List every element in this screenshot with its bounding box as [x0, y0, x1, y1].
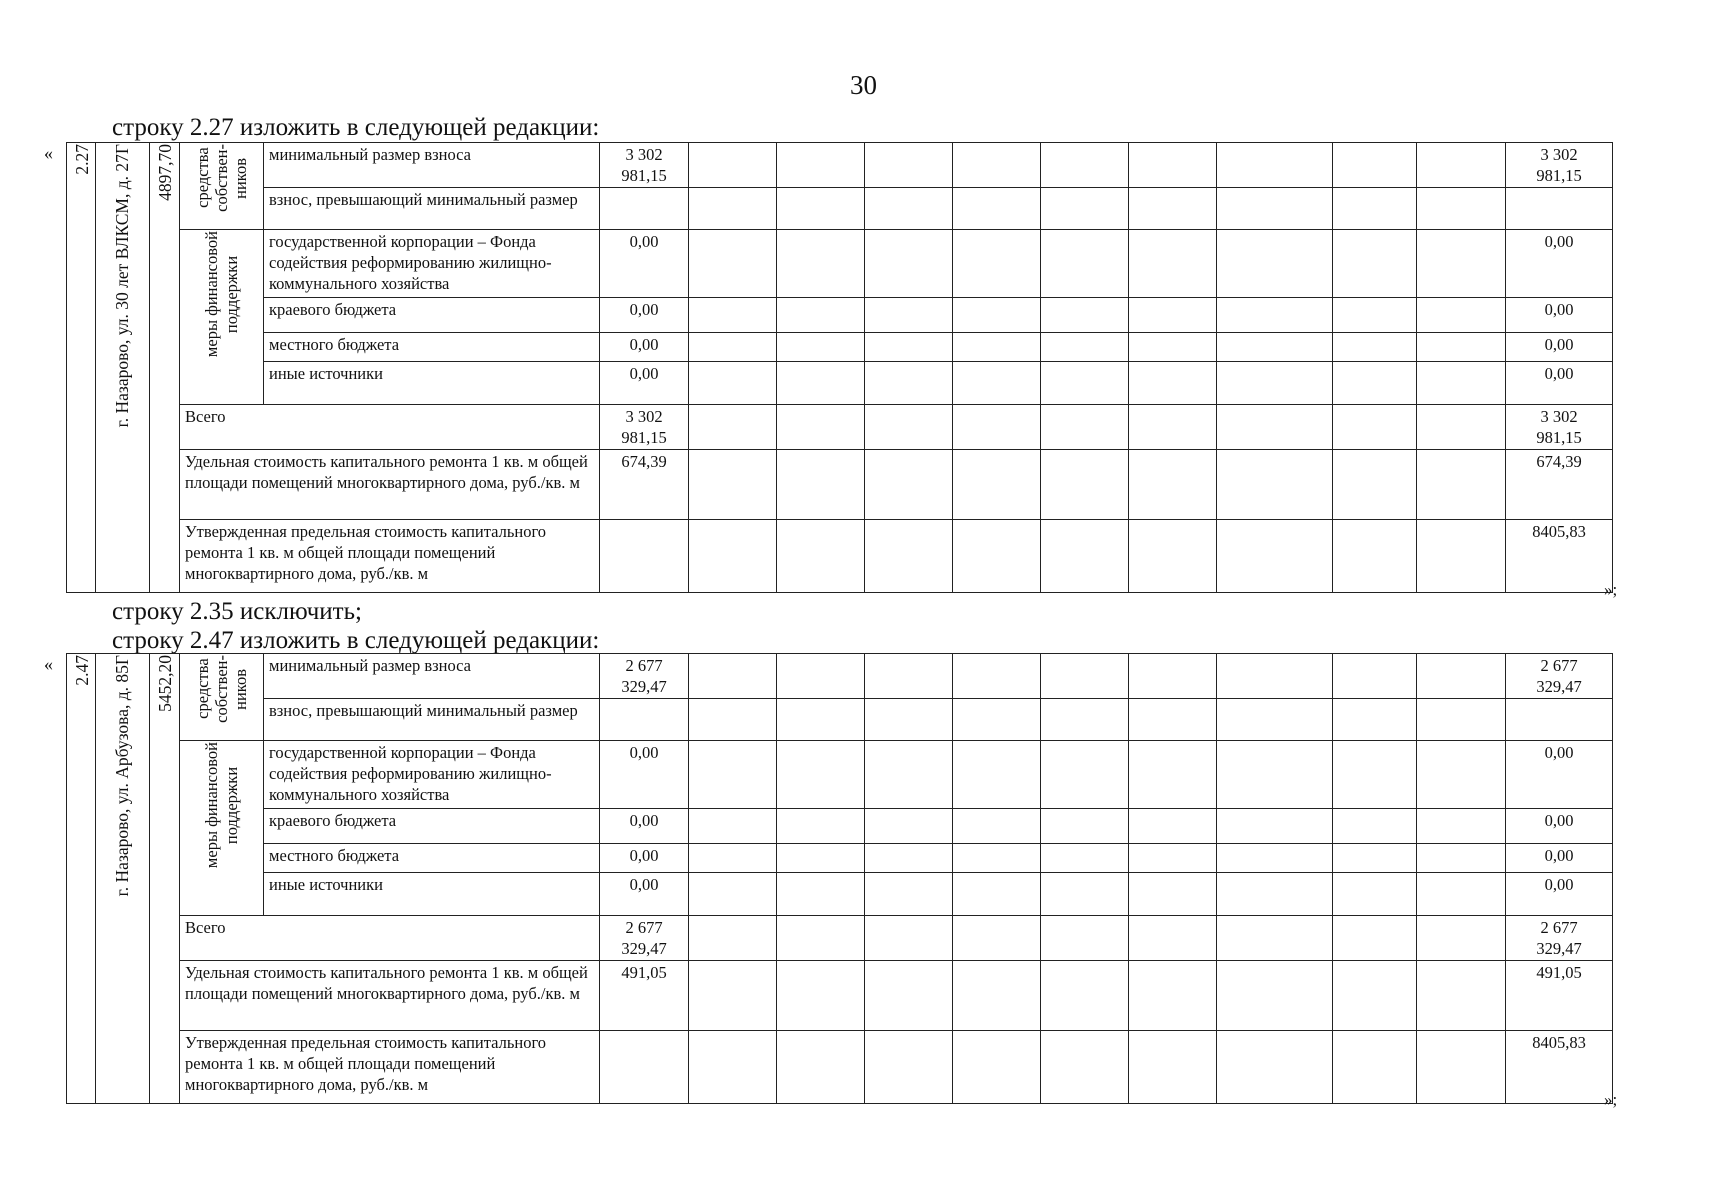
table-row — [67, 1031, 1613, 1104]
value-cell — [1217, 873, 1333, 916]
value-cell — [689, 333, 777, 362]
group-support-cell — [180, 230, 264, 405]
row-label: Всего — [180, 405, 600, 450]
value-cell — [953, 961, 1041, 1031]
value-cell — [865, 362, 953, 405]
value-cell — [1129, 873, 1217, 916]
row-label: Всего — [180, 916, 600, 961]
value-cell: 3 302 981,15 — [600, 143, 689, 188]
value-cell — [865, 844, 953, 873]
value-cell — [1417, 362, 1506, 405]
value-cell — [689, 298, 777, 333]
value-cell: 8405,83 — [1506, 520, 1613, 593]
closing-quote: »; — [1604, 580, 1618, 599]
row-label: Удельная стоимость капитального ремонта 1 кв. м общей площади помещений многоквартирного дома, руб./кв. м — [180, 450, 600, 520]
value-cell — [1333, 230, 1417, 298]
value-cell — [1417, 230, 1506, 298]
value-cell — [1417, 741, 1506, 809]
row-label: Удельная стоимость капитального ремонта 1 кв. м общей площади помещений многоквартирного дома, руб./кв. м — [180, 961, 600, 1031]
value-cell — [1217, 1031, 1333, 1104]
value-cell — [777, 741, 865, 809]
value-cell — [1129, 520, 1217, 593]
table-row — [67, 699, 1613, 741]
value-cell — [1333, 961, 1417, 1031]
value-cell — [1129, 405, 1217, 450]
value-cell — [777, 699, 865, 741]
value-cell: 0,00 — [1506, 844, 1613, 873]
row-label: местного бюджета — [264, 333, 600, 362]
value-cell — [1041, 362, 1129, 405]
value-cell — [1506, 699, 1613, 741]
value-cell — [865, 809, 953, 844]
value-cell — [865, 188, 953, 230]
value-cell — [1129, 654, 1217, 699]
value-cell — [1129, 699, 1217, 741]
value-cell — [689, 1031, 777, 1104]
value-cell — [1417, 809, 1506, 844]
value-cell — [1506, 188, 1613, 230]
value-cell — [689, 143, 777, 188]
value-cell — [1417, 333, 1506, 362]
instruction-row-2-35: строку 2.35 исключить; — [112, 598, 362, 625]
row-label: иные источники — [264, 873, 600, 916]
area-cell — [150, 143, 180, 593]
group-support-label: меры финансовой поддержки — [201, 231, 241, 358]
value-cell — [1041, 333, 1129, 362]
table-row — [67, 143, 1613, 188]
group-owners-label: средства собствен- ников — [193, 655, 250, 723]
value-cell — [953, 188, 1041, 230]
value-cell — [953, 916, 1041, 961]
value-cell — [777, 362, 865, 405]
value-cell — [1217, 143, 1333, 188]
row-label: государственной корпорации – Фонда содействия реформированию жилищно-коммунального хозяйства — [264, 741, 600, 809]
table-row — [67, 961, 1613, 1031]
value-cell — [1417, 298, 1506, 333]
table-row — [67, 362, 1613, 405]
value-cell — [777, 405, 865, 450]
value-cell — [1417, 450, 1506, 520]
group-owners-cell — [180, 143, 264, 230]
budget-table-row-2-47 — [66, 653, 1613, 1104]
value-cell: 0,00 — [1506, 362, 1613, 405]
value-cell — [865, 450, 953, 520]
row-label: взнос, превышающий минимальный размер — [264, 188, 600, 230]
value-cell — [953, 298, 1041, 333]
value-cell — [1041, 844, 1129, 873]
value-cell — [865, 333, 953, 362]
value-cell: 2 677 329,47 — [600, 916, 689, 961]
address-cell — [96, 654, 150, 1104]
value-cell: 3 302 981,15 — [1506, 143, 1613, 188]
value-cell — [777, 873, 865, 916]
value-cell — [1417, 654, 1506, 699]
value-cell — [865, 916, 953, 961]
group-owners-cell — [180, 654, 264, 741]
value-cell: 0,00 — [1506, 298, 1613, 333]
table-row — [67, 844, 1613, 873]
value-cell — [1417, 1031, 1506, 1104]
value-cell — [1041, 699, 1129, 741]
row-label: Утвержденная предельная стоимость капитального ремонта 1 кв. м общей площади помещений многоквартирного дома, руб./кв. м — [180, 1031, 600, 1104]
value-cell — [1041, 654, 1129, 699]
value-cell: 0,00 — [1506, 873, 1613, 916]
value-cell — [1333, 809, 1417, 844]
value-cell: 0,00 — [600, 844, 689, 873]
table-row — [67, 916, 1613, 961]
value-cell — [1217, 654, 1333, 699]
value-cell — [1041, 298, 1129, 333]
row-label: краевого бюджета — [264, 298, 600, 333]
value-cell — [1217, 809, 1333, 844]
value-cell — [865, 873, 953, 916]
value-cell — [1129, 844, 1217, 873]
row-label: иные источники — [264, 362, 600, 405]
value-cell — [865, 298, 953, 333]
value-cell — [689, 362, 777, 405]
value-cell — [1417, 405, 1506, 450]
value-cell — [689, 844, 777, 873]
row-label: государственной корпорации – Фонда содействия реформированию жилищно-коммунального хозяйства — [264, 230, 600, 298]
value-cell — [600, 1031, 689, 1104]
instruction-row-2-47: строку 2.47 изложить в следующей редакции: — [112, 627, 600, 654]
value-cell — [777, 1031, 865, 1104]
value-cell — [777, 143, 865, 188]
value-cell — [953, 741, 1041, 809]
row-label: минимальный размер взноса — [264, 143, 600, 188]
value-cell: 0,00 — [1506, 809, 1613, 844]
value-cell — [689, 188, 777, 230]
value-cell — [865, 741, 953, 809]
value-cell — [1041, 188, 1129, 230]
value-cell: 0,00 — [600, 873, 689, 916]
value-cell — [777, 333, 865, 362]
value-cell — [1217, 405, 1333, 450]
value-cell — [777, 450, 865, 520]
value-cell — [1129, 143, 1217, 188]
value-cell: 2 677 329,47 — [1506, 916, 1613, 961]
opening-quote: « — [44, 143, 53, 163]
value-cell — [1217, 844, 1333, 873]
value-cell — [1333, 741, 1417, 809]
value-cell: 2 677 329,47 — [600, 654, 689, 699]
value-cell — [689, 230, 777, 298]
row-label: краевого бюджета — [264, 809, 600, 844]
value-cell — [1129, 809, 1217, 844]
value-cell — [689, 741, 777, 809]
row-number: 2.47 — [72, 655, 92, 686]
value-cell — [953, 520, 1041, 593]
value-cell — [1129, 188, 1217, 230]
value-cell — [777, 230, 865, 298]
value-cell — [1417, 873, 1506, 916]
value-cell — [865, 143, 953, 188]
value-cell — [1417, 188, 1506, 230]
value-cell — [1041, 230, 1129, 298]
value-cell: 674,39 — [600, 450, 689, 520]
value-cell — [1333, 873, 1417, 916]
value-cell — [1217, 298, 1333, 333]
value-cell — [1217, 333, 1333, 362]
value-cell — [1041, 450, 1129, 520]
value-cell — [953, 230, 1041, 298]
value-cell — [1333, 298, 1417, 333]
value-cell: 0,00 — [600, 333, 689, 362]
value-cell: 674,39 — [1506, 450, 1613, 520]
value-cell — [865, 405, 953, 450]
value-cell — [1041, 961, 1129, 1031]
value-cell — [777, 809, 865, 844]
value-cell — [1417, 699, 1506, 741]
value-cell: 0,00 — [1506, 333, 1613, 362]
table-row — [67, 741, 1613, 809]
value-cell — [1333, 405, 1417, 450]
value-cell — [953, 809, 1041, 844]
value-cell — [953, 333, 1041, 362]
table-row — [67, 333, 1613, 362]
row-number-cell — [67, 654, 96, 1104]
row-label: взнос, превышающий минимальный размер — [264, 699, 600, 741]
instruction-row-2-27: строку 2.27 изложить в следующей редакции: — [112, 114, 600, 141]
value-cell — [777, 520, 865, 593]
value-cell — [1333, 916, 1417, 961]
value-cell — [953, 143, 1041, 188]
opening-quote: « — [44, 654, 53, 674]
value-cell: 491,05 — [1506, 961, 1613, 1031]
value-cell — [1333, 450, 1417, 520]
value-cell — [1041, 143, 1129, 188]
value-cell — [1217, 450, 1333, 520]
value-cell — [1217, 916, 1333, 961]
row-number: 2.27 — [72, 144, 92, 175]
row-label: минимальный размер взноса — [264, 654, 600, 699]
value-cell — [1129, 961, 1217, 1031]
area-cell — [150, 654, 180, 1104]
value-cell — [689, 405, 777, 450]
value-cell — [1417, 961, 1506, 1031]
table-row — [67, 298, 1613, 333]
value-cell — [865, 654, 953, 699]
value-cell — [777, 916, 865, 961]
value-cell — [1417, 844, 1506, 873]
area: 5452,20 — [155, 655, 175, 712]
value-cell — [689, 520, 777, 593]
group-owners-label: средства собствен- ников — [193, 144, 250, 212]
value-cell — [1333, 520, 1417, 593]
value-cell — [953, 873, 1041, 916]
value-cell — [689, 450, 777, 520]
value-cell: 0,00 — [1506, 230, 1613, 298]
area: 4897,70 — [155, 144, 175, 201]
group-support-cell — [180, 741, 264, 916]
table-row — [67, 405, 1613, 450]
value-cell — [953, 699, 1041, 741]
value-cell — [1333, 844, 1417, 873]
value-cell — [1217, 188, 1333, 230]
value-cell — [953, 654, 1041, 699]
value-cell — [1129, 362, 1217, 405]
value-cell — [689, 654, 777, 699]
value-cell: 0,00 — [600, 741, 689, 809]
value-cell — [1333, 188, 1417, 230]
value-cell: 0,00 — [600, 230, 689, 298]
address: г. Назарово, ул. Арбузова, д. 85Г — [112, 655, 132, 897]
value-cell — [777, 961, 865, 1031]
table-row — [67, 188, 1613, 230]
value-cell — [865, 699, 953, 741]
value-cell — [1417, 520, 1506, 593]
value-cell: 0,00 — [1506, 741, 1613, 809]
value-cell: 491,05 — [600, 961, 689, 1031]
value-cell — [777, 298, 865, 333]
value-cell — [689, 809, 777, 844]
value-cell — [953, 450, 1041, 520]
value-cell — [865, 961, 953, 1031]
value-cell — [1217, 230, 1333, 298]
value-cell: 3 302 981,15 — [1506, 405, 1613, 450]
value-cell — [1041, 741, 1129, 809]
value-cell — [600, 188, 689, 230]
value-cell — [1129, 741, 1217, 809]
value-cell: 0,00 — [600, 809, 689, 844]
value-cell — [1333, 699, 1417, 741]
table-row — [67, 230, 1613, 298]
value-cell — [1333, 333, 1417, 362]
value-cell — [1041, 873, 1129, 916]
table-row — [67, 809, 1613, 844]
value-cell — [689, 699, 777, 741]
address-cell — [96, 143, 150, 593]
value-cell — [1129, 298, 1217, 333]
address: г. Назарово, ул. 30 лет ВЛКСМ, д. 27Г — [112, 144, 132, 428]
value-cell — [777, 654, 865, 699]
row-label: местного бюджета — [264, 844, 600, 873]
value-cell — [1217, 741, 1333, 809]
value-cell — [1041, 405, 1129, 450]
table-row — [67, 873, 1613, 916]
value-cell — [689, 916, 777, 961]
value-cell — [1041, 809, 1129, 844]
row-number-cell — [67, 143, 96, 593]
value-cell — [1041, 916, 1129, 961]
value-cell — [865, 230, 953, 298]
value-cell — [777, 844, 865, 873]
value-cell — [777, 188, 865, 230]
value-cell — [1041, 520, 1129, 593]
value-cell — [1041, 1031, 1129, 1104]
value-cell: 8405,83 — [1506, 1031, 1613, 1104]
value-cell: 3 302 981,15 — [600, 405, 689, 450]
value-cell: 0,00 — [600, 298, 689, 333]
value-cell — [1217, 362, 1333, 405]
group-support-label: меры финансовой поддержки — [201, 742, 241, 869]
value-cell — [1333, 1031, 1417, 1104]
table-row — [67, 654, 1613, 699]
budget-table-row-2-27 — [66, 142, 1613, 593]
value-cell — [1129, 1031, 1217, 1104]
value-cell — [953, 1031, 1041, 1104]
row-label: Утвержденная предельная стоимость капитального ремонта 1 кв. м общей площади помещений многоквартирного дома, руб./кв. м — [180, 520, 600, 593]
value-cell: 2 677 329,47 — [1506, 654, 1613, 699]
value-cell — [1129, 916, 1217, 961]
value-cell — [1333, 143, 1417, 188]
value-cell — [1417, 916, 1506, 961]
value-cell — [600, 520, 689, 593]
value-cell — [1217, 699, 1333, 741]
value-cell — [1217, 520, 1333, 593]
value-cell — [953, 362, 1041, 405]
table-row — [67, 450, 1613, 520]
value-cell — [1129, 450, 1217, 520]
value-cell: 0,00 — [600, 362, 689, 405]
value-cell — [953, 844, 1041, 873]
closing-quote: »; — [1604, 1090, 1618, 1109]
value-cell — [689, 961, 777, 1031]
value-cell — [689, 873, 777, 916]
value-cell — [1217, 961, 1333, 1031]
value-cell — [1129, 230, 1217, 298]
page-number: 30 — [850, 70, 877, 100]
value-cell — [1129, 333, 1217, 362]
value-cell — [600, 699, 689, 741]
value-cell — [1333, 362, 1417, 405]
value-cell — [1333, 654, 1417, 699]
value-cell — [865, 520, 953, 593]
table-row — [67, 520, 1613, 593]
value-cell — [865, 1031, 953, 1104]
value-cell — [1417, 143, 1506, 188]
value-cell — [953, 405, 1041, 450]
